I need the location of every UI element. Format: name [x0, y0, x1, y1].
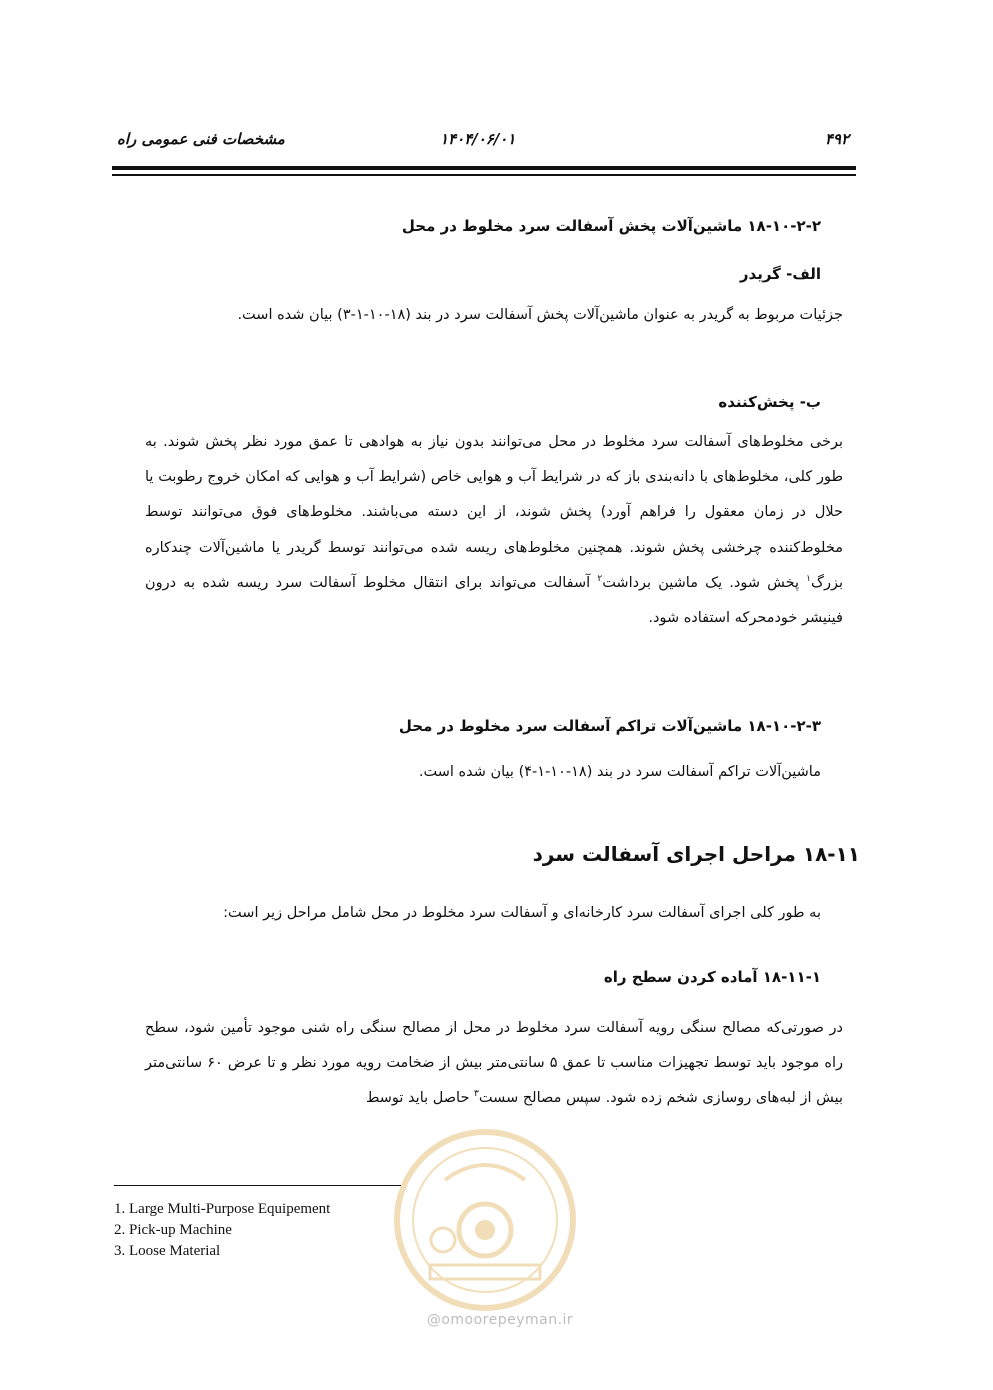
paragraph-grader: جزئیات مربوط به گریدر به عنوان ماشین‌آلات پخش آسفالت سرد در بند (۱۸-۱۰-۱-۳) بیان شده است.: [237, 307, 843, 323]
watermark-seal-icon: [385, 1120, 585, 1330]
page-header: [115, 130, 855, 158]
paragraph-compaction: ماشین‌آلات تراکم آسفالت سرد در بند (۱۸-۱۰-۱-۴) بیان شده است.: [418, 764, 821, 780]
footnotes-list: [114, 1199, 330, 1262]
paragraph-spreader-text-3: آسفالت می‌تواند برای انتقال مخلوط آسفالت سرد ریسه شده به درون فینیشر خودمحرکه استفاده شود.: [145, 574, 843, 627]
header-date: ۱۴۰۴/۰۶/۰۱: [440, 130, 516, 148]
section-heading-18-11-1: ۱۸-۱۱-۱ آماده کردن سطح راه: [603, 968, 821, 986]
footnote-ref-1: ۱: [806, 573, 811, 584]
footnote-2: 2. Pick-up Machine: [114, 1222, 232, 1238]
paragraph-stages: به طور کلی اجرای آسفالت سرد کارخانه‌ای و آسفالت سرد مخلوط در محل شامل مراحل زیر است:: [223, 905, 821, 921]
document-title: مشخصات فنی عمومی راه: [117, 130, 285, 148]
paragraph-spreader: [145, 425, 843, 636]
paragraph-spreader-text-2: پخش شود. یک ماشین برداشت: [602, 574, 807, 591]
footnote-1: 1. Large Multi-Purpose Equipement: [114, 1201, 331, 1217]
paragraph-surface-text-2: حاصل باید توسط: [366, 1090, 475, 1107]
watermark-url: @omoorepeyman.ir: [426, 1312, 574, 1328]
footnote-ref-3: ۳: [474, 1089, 479, 1100]
footnote-separator: [114, 1185, 401, 1186]
section-heading-18-10-2-3: ۱۸-۱۰-۲-۳ ماشین‌آلات تراکم آسفالت سرد مخلوط در محل: [398, 717, 821, 735]
header-rule-thick: [112, 166, 856, 170]
subheading-alef-grader: الف- گریدر: [739, 265, 821, 283]
section-heading-18-10-2-2: ۱۸-۱۰-۲-۲ ماشین‌آلات پخش آسفالت سرد مخلوط در محل: [401, 217, 821, 235]
page-number: ۴۹۲: [824, 130, 849, 148]
header-rule-thin: [112, 174, 856, 176]
paragraph-spreader-text-1: برخی مخلوط‌های آسفالت سرد مخلوط در محل می‌توانند بدون نیاز به هوادهی تا عمق مورد نظر پخش شوند. به طور کلی، مخلوط‌های با دانه‌بندی باز که در شرایط آب و هوایی خاص (شرایط آب و هوایی که امکان خروج رطوبت یا حلال در زمان معقول را فراهم آورد) پخش شوند، از این دسته می‌باشند. مخلوط‌های فوق می‌توانند توسط مخلوط‌کننده چرخشی پخش شوند. همچنین مخلوط‌های ریسه شده می‌توانند توسط گریدر یا ماشین‌آلات چندکاره بزرگ: [145, 434, 844, 591]
paragraph-surface-preparation: [145, 1011, 843, 1117]
footnote-3: 3. Loose Material: [114, 1243, 221, 1259]
footnote-ref-2: ۲: [597, 573, 603, 584]
paragraph-surface-text-1: در صورتی‌که مصالح سنگی رویه آسفالت سرد مخلوط در محل از مصالح سنگی راه شنی موجود تأمین شود، سطح راه موجود باید توسط تجهیزات مناسب تا عمق ۵ سانتی‌متر بیش از ضخامت رویه مورد نظر و تا عرض ۶۰ سانتی‌متر بیش از لبه‌های روسازی شخم زده شود. سپس مصالح سست: [145, 1020, 843, 1107]
section-heading-18-11: ۱۸-۱۱ مراحل اجرای آسفالت سرد: [532, 842, 860, 866]
subheading-be-spreader: ب- پخش‌کننده: [718, 393, 821, 411]
